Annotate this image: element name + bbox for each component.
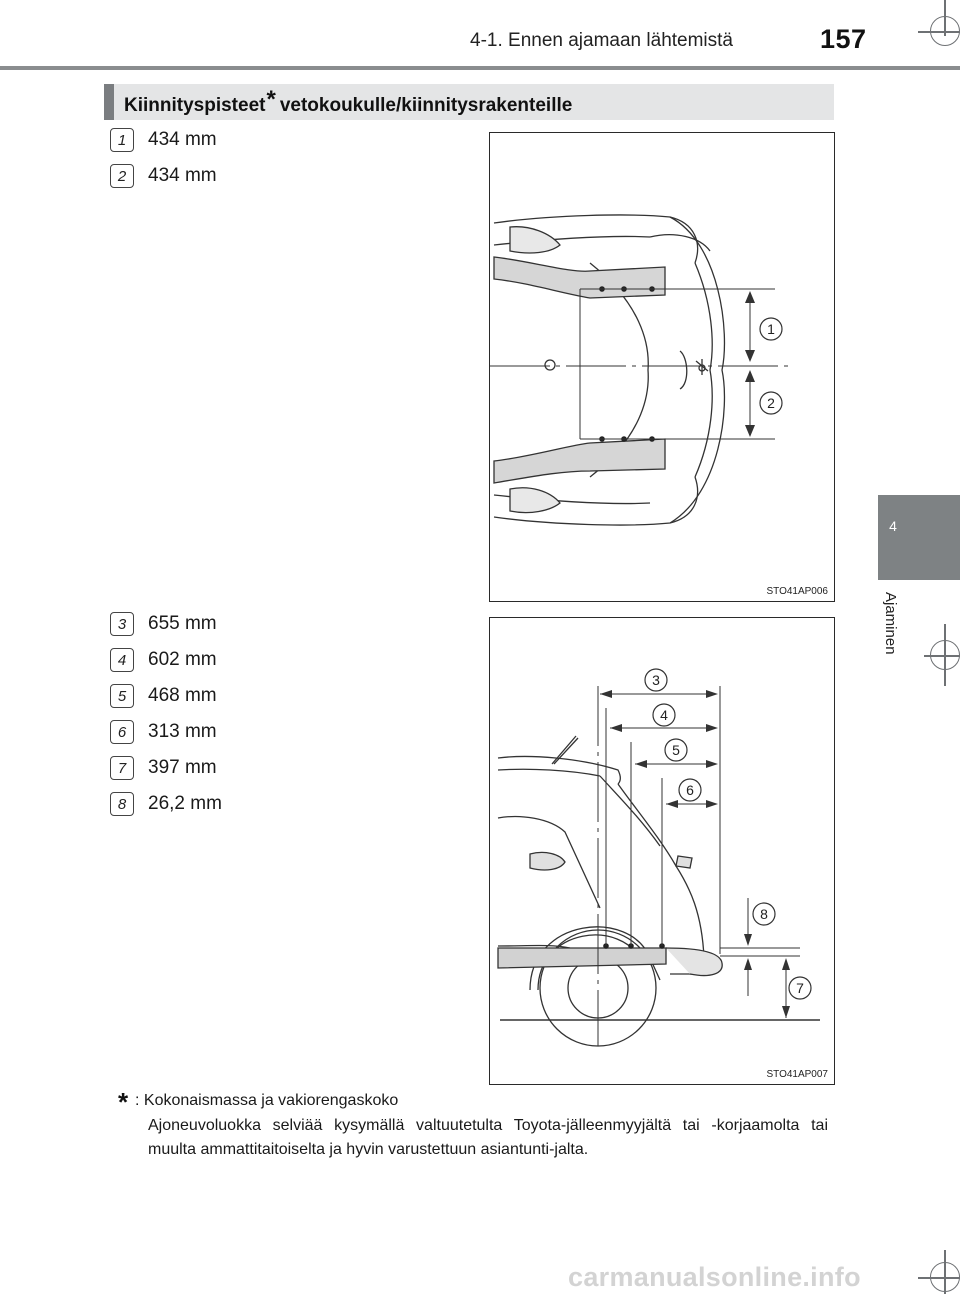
heading-accent — [104, 84, 114, 120]
list-item — [110, 606, 350, 642]
figure-label: 2 — [767, 395, 775, 411]
measurement-value: 602 mm — [148, 649, 217, 670]
chapter-tab-number: 4 — [889, 518, 897, 534]
figure-label: 7 — [796, 980, 804, 996]
figure-label: 6 — [686, 782, 694, 798]
measurement-value: 313 mm — [148, 721, 217, 742]
item-number-badge: 3 — [110, 612, 134, 636]
figure-label: 3 — [652, 672, 660, 688]
watermark: carmanualsonline.info — [568, 1262, 861, 1292]
figure-label: 8 — [760, 906, 768, 922]
footnote-star: * — [118, 1087, 129, 1117]
figure-label: 5 — [672, 742, 680, 758]
footnote-title: : Kokonaismassa ja vakiorengaskoko — [135, 1092, 399, 1109]
figure-side-view — [489, 617, 835, 1085]
rear-side-view-illustration — [490, 618, 833, 1083]
measurement-value: 397 mm — [148, 757, 217, 778]
measurement-value: 468 mm — [148, 685, 217, 706]
crop-mark-bottom-h — [918, 1277, 960, 1279]
figure-code: STO41AP006 — [766, 586, 828, 597]
heading-star: * — [266, 86, 276, 113]
figure-top-view — [489, 132, 835, 602]
figure-label: 4 — [660, 707, 668, 723]
page-number: 157 — [820, 24, 867, 54]
section-title: 4-1. Ennen ajamaan lähtemistä — [470, 30, 733, 51]
heading-text-before: Kiinnityspisteet — [124, 95, 266, 116]
item-number-badge: 2 — [110, 164, 134, 188]
measurement-list-top — [110, 122, 350, 194]
item-number-badge: 5 — [110, 684, 134, 708]
list-item — [110, 642, 350, 678]
list-item — [110, 158, 350, 194]
item-number-badge: 6 — [110, 720, 134, 744]
item-number-badge: 1 — [110, 128, 134, 152]
item-number-badge: 7 — [110, 756, 134, 780]
crop-mark-bottom-v — [944, 1250, 946, 1294]
list-item — [110, 714, 350, 750]
measurement-value: 434 mm — [148, 165, 217, 186]
list-item — [110, 786, 350, 822]
heading-text-after: vetokoukulle/kiinnitysrakenteille — [279, 95, 573, 116]
figure-code: STO41AP007 — [766, 1069, 828, 1080]
item-number-badge: 4 — [110, 648, 134, 672]
crop-mark-top-h — [918, 31, 960, 33]
chapter-tab-label: Ajaminen — [882, 592, 899, 655]
list-item — [110, 750, 350, 786]
item-number-badge: 8 — [110, 792, 134, 816]
footnote-body: Ajoneuvoluokka selviää kysymällä valtuutetulta Toyota-jälleenmyyjältä tai -korjaamolta tai muulta ammattitaitoiselta ja hyvin varustettuun asiantunti-jalta. — [148, 1117, 828, 1158]
figure-label: 1 — [767, 321, 775, 337]
list-item — [110, 678, 350, 714]
underbody-top-view-illustration — [490, 133, 833, 600]
section-heading — [124, 86, 573, 118]
measurement-value: 434 mm — [148, 129, 217, 150]
measurement-value: 26,2 mm — [148, 793, 222, 814]
list-item — [110, 122, 350, 158]
measurement-list-bottom — [110, 606, 350, 822]
crop-mark-mid-h — [924, 655, 960, 657]
header-rule — [0, 66, 960, 70]
chapter-tab — [878, 495, 960, 580]
measurement-value: 655 mm — [148, 613, 217, 634]
